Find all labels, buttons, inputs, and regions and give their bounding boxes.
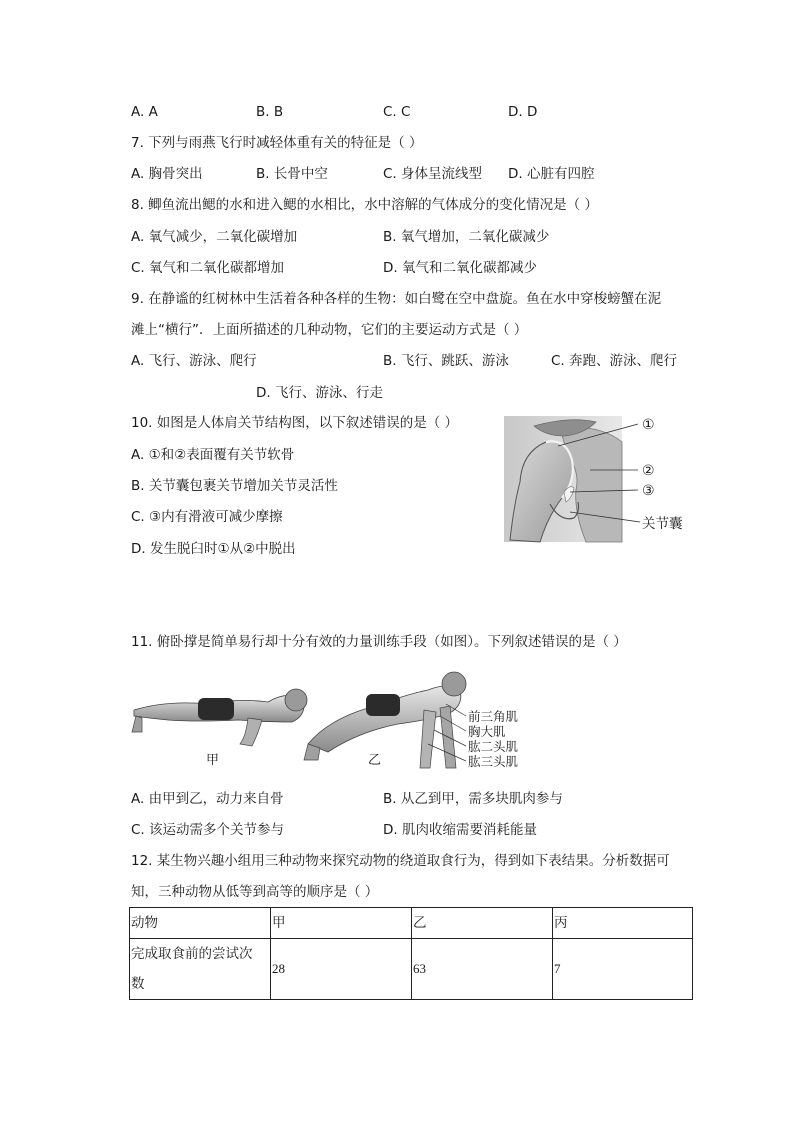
q12-data-table — [129, 907, 693, 1000]
q8-option-d: D. 氧气和二氧化碳都减少 — [383, 260, 537, 276]
q11-option-b: B. 从乙到甲，需多块肌肉参与 — [383, 791, 563, 807]
q10-option-d: D. 发生脱臼时①从②中脱出 — [131, 541, 296, 557]
table-header-cell: 动物 — [130, 908, 271, 939]
q7-option-b: B. 长骨中空 — [256, 166, 328, 182]
q8-option-b: B. 氧气增加，二氧化碳减少 — [383, 229, 550, 245]
table-row-label — [130, 939, 271, 1000]
q10-option-a: A. ①和②表面覆有关节软骨 — [131, 447, 295, 463]
label-jia: 甲 — [206, 753, 220, 768]
table-cell: 7 — [553, 939, 693, 1000]
q10-option-b: B. 关节囊包裹关节增加关节灵活性 — [131, 478, 338, 494]
q8-option-a: A. 氧气减少，二氧化碳增加 — [131, 229, 298, 245]
q8-option-c: C. 氧气和二氧化碳都增加 — [131, 260, 285, 276]
q11-option-a: A. 由甲到乙，动力来自骨 — [131, 791, 284, 807]
figure-jia — [132, 689, 307, 746]
q7-option-a: A. 胸骨突出 — [131, 166, 203, 182]
q6-option-b: B. B — [256, 104, 284, 120]
q9-option-b: B. 飞行、跳跃、游泳 — [383, 353, 509, 369]
shorts-yi — [366, 694, 400, 716]
q12-stem-line2: 知，三种动物从低等到高等的顺序是（ ） — [131, 884, 379, 900]
q9-stem-line2: 滩上“横行”．上面所描述的几种动物，它们的主要运动方式是（ ） — [131, 322, 528, 338]
q10-option-c: C. ③内有滑液可减少摩擦 — [131, 509, 283, 525]
label-anterior-deltoid: 前三角肌 — [468, 709, 519, 724]
figure-yi — [304, 672, 466, 768]
q6-option-c: C. C — [383, 104, 411, 120]
q7-option-d: D. 心脏有四腔 — [508, 166, 595, 182]
table-header-cell: 甲 — [271, 908, 412, 939]
label-3: ③ — [642, 483, 655, 499]
q11-stem: 11. 俯卧撑是简单易行却十分有效的力量训练手段（如图）。下列叙述错误的是（ ） — [131, 634, 627, 650]
q10-stem: 10. 如图是人体肩关节结构图，以下叙述错误的是（ ） — [131, 415, 459, 431]
q9-option-d: D. 飞行、游泳、行走 — [256, 385, 383, 401]
table-cell: 28 — [271, 939, 412, 1000]
q6-option-d: D. D — [508, 104, 538, 120]
q8-stem: 8. 鲫鱼流出鳃的水和进入鳃的水相比，水中溶解的气体成分的变化情况是（ ） — [131, 197, 598, 213]
table-header-cell: 乙 — [412, 908, 553, 939]
q7-stem: 7. 下列与雨燕飞行时减轻体重有关的特征是（ ） — [131, 135, 423, 151]
label-1: ① — [642, 417, 655, 433]
q9-stem-line1: 9. 在静谧的红树林中生活着各种各样的生物：如白鹭在空中盘旋。鱼在水中穿梭螃蟹在泥 — [131, 291, 662, 307]
label-biceps: 肱二头肌 — [468, 739, 519, 754]
q11-option-d: D. 肌肉收缩需要消耗能量 — [383, 822, 537, 838]
row-label-line1: 完成取食前的尝试次 — [131, 946, 253, 962]
label-capsule: 关节囊 — [642, 516, 683, 532]
q12-stem-line1: 12. 某生物兴趣小组用三种动物来探究动物的绕道取食行为，得到如下表结果。分析数据可 — [131, 853, 670, 869]
q11-option-c: C. 该运动需多个关节参与 — [131, 822, 285, 838]
q7-option-c: C. 身体呈流线型 — [383, 166, 483, 182]
shorts-jia — [198, 698, 234, 720]
label-triceps: 肱三头肌 — [468, 754, 519, 769]
label-yi: 乙 — [368, 753, 382, 768]
q6-option-a: A. A — [131, 104, 158, 120]
q9-option-a: A. 飞行、游泳、爬行 — [131, 353, 257, 369]
row-label-line2: 数 — [131, 976, 145, 992]
table-header-row — [130, 908, 693, 939]
shoulder-joint-figure — [500, 412, 700, 546]
pushup-figure — [128, 660, 538, 780]
q9-option-c: C. 奔跑、游泳、爬行 — [551, 353, 678, 369]
label-2: ② — [642, 463, 655, 479]
table-cell: 63 — [412, 939, 553, 1000]
table-row — [130, 939, 693, 1000]
table-header-cell: 丙 — [553, 908, 693, 939]
label-pectoralis-major: 胸大肌 — [468, 724, 506, 739]
